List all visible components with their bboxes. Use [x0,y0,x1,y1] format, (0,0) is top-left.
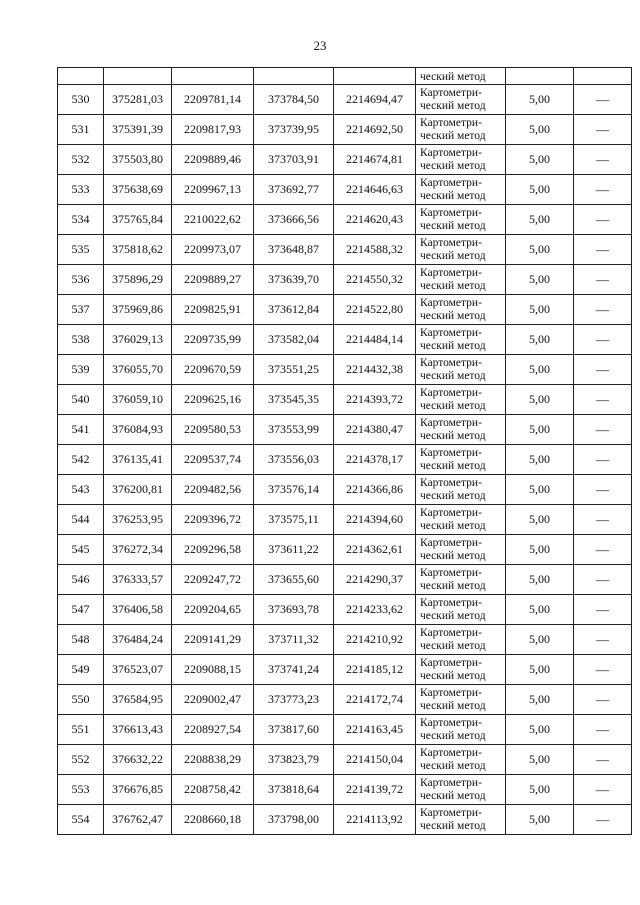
method-line-1: Картометри- [420,266,482,279]
x2-cell: 373611,22 [254,535,334,565]
table-row [58,85,632,115]
x2-cell: 373648,87 [254,235,334,265]
method-cell [416,385,506,415]
table-row [58,325,632,355]
y2-cell: 2214550,32 [334,265,416,295]
method-line-1: Картометри- [420,656,482,669]
method-line-2: ческий метод [420,189,486,202]
x1-cell: 376523,07 [104,655,172,685]
note-cell: — [574,625,632,655]
table-row [58,685,632,715]
table-row [58,775,632,805]
note-cell: — [574,445,632,475]
method-line-1: Картометри- [420,536,482,549]
x1-cell: 376762,47 [104,805,172,835]
x2-cell: 373711,32 [254,625,334,655]
method-cell [416,475,506,505]
method-line-2: ческий метод [420,759,486,772]
x2-cell: 373666,56 [254,205,334,235]
x1-cell: 376059,10 [104,385,172,415]
y1-cell: 2208838,29 [172,745,254,775]
table-row [58,745,632,775]
note-cell: — [574,85,632,115]
x1-cell: 376029,13 [104,325,172,355]
y2-cell: 2214620,43 [334,205,416,235]
x1-cell: 376253,95 [104,505,172,535]
note-cell: — [574,565,632,595]
x2-cell: 373818,64 [254,775,334,805]
method-line-2: ческий метод [420,99,486,112]
method-cell [416,175,506,205]
note-cell: — [574,655,632,685]
method-line-1: Картометри- [420,356,482,369]
method-line-1: Картометри- [420,686,482,699]
y1-cell: 2209670,59 [172,355,254,385]
y2-cell: 2214150,04 [334,745,416,775]
x1-cell: 376055,70 [104,355,172,385]
coordinates-table [57,67,632,835]
y2-cell: 2214692,50 [334,115,416,145]
y2-cell: 2214210,92 [334,625,416,655]
y2-cell: 2214362,61 [334,535,416,565]
method-line-1: Картометри- [420,326,482,339]
x1-cell: 376272,34 [104,535,172,565]
y2-cell: 2214432,38 [334,355,416,385]
point-number-cell: 543 [58,475,104,505]
x2-cell: 373739,95 [254,115,334,145]
table-continuation-row [58,68,632,85]
method-cell [416,265,506,295]
method-line-2: ческий метод [420,789,486,802]
point-number-cell: 533 [58,175,104,205]
accuracy-cell: 5,00 [506,115,574,145]
x2-cell: 373655,60 [254,565,334,595]
point-number-cell: 538 [58,325,104,355]
y2-cell: 2214163,45 [334,715,416,745]
table-row [58,385,632,415]
x1-cell: 375503,80 [104,145,172,175]
y1-cell: 2208927,54 [172,715,254,745]
y1-cell: 2209889,46 [172,145,254,175]
x2-cell: 373693,78 [254,595,334,625]
method-line-1: Картометри- [420,416,482,429]
x2-cell: 373784,50 [254,85,334,115]
y1-cell: 2208660,18 [172,805,254,835]
method-cell [416,415,506,445]
accuracy-cell: 5,00 [506,85,574,115]
method-cell [416,295,506,325]
accuracy-cell: 5,00 [506,325,574,355]
point-number-cell: 535 [58,235,104,265]
table-row [58,475,632,505]
y1-cell: 2209204,65 [172,595,254,625]
point-number-cell: 545 [58,535,104,565]
x1-cell: 376632,22 [104,745,172,775]
table-row [58,355,632,385]
x1-cell: 376484,24 [104,625,172,655]
table-row [58,115,632,145]
point-number-cell: 547 [58,595,104,625]
method-line-1: Картометри- [420,236,482,249]
x2-cell: 373817,60 [254,715,334,745]
x2-cell: 373551,25 [254,355,334,385]
y1-cell: 2209296,58 [172,535,254,565]
x1-cell: 376135,41 [104,445,172,475]
y1-cell: 2209781,14 [172,85,254,115]
x1-cell: 376084,93 [104,415,172,445]
method-line-1: Картометри- [420,296,482,309]
x1-cell: 375969,86 [104,295,172,325]
point-number-cell: 546 [58,565,104,595]
y1-cell: 2209825,91 [172,295,254,325]
accuracy-cell: 5,00 [506,775,574,805]
method-cell [416,745,506,775]
note-cell: — [574,265,632,295]
x1-cell: 375281,03 [104,85,172,115]
y1-cell: 2209625,16 [172,385,254,415]
method-line-2: ческий метод [420,819,486,832]
x1-cell: 375391,39 [104,115,172,145]
y1-cell: 2209247,72 [172,565,254,595]
accuracy-cell: 5,00 [506,805,574,835]
y2-cell: 2214366,86 [334,475,416,505]
point-number-cell: 549 [58,655,104,685]
table-row [58,715,632,745]
table-cell [574,68,632,85]
x2-cell: 373575,11 [254,505,334,535]
y2-cell: 2214674,81 [334,145,416,175]
y1-cell: 2209002,47 [172,685,254,715]
method-line-2: ческий метод [420,249,486,262]
method-cell [416,505,506,535]
x1-cell: 375638,69 [104,175,172,205]
accuracy-cell: 5,00 [506,535,574,565]
point-number-cell: 531 [58,115,104,145]
note-cell: — [574,475,632,505]
y2-cell: 2214233,62 [334,595,416,625]
method-cell [416,685,506,715]
method-line-2: ческий метод [420,639,486,652]
method-line-2: ческий метод [420,369,486,382]
accuracy-cell: 5,00 [506,385,574,415]
table-row [58,445,632,475]
point-number-cell: 548 [58,625,104,655]
point-number-cell: 552 [58,745,104,775]
accuracy-cell: 5,00 [506,655,574,685]
method-line-1: Картометри- [420,566,482,579]
table-row [58,505,632,535]
method-cell [416,85,506,115]
method-line-1: Картометри- [420,506,482,519]
x1-cell: 376613,43 [104,715,172,745]
note-cell: — [574,535,632,565]
y2-cell: 2214522,80 [334,295,416,325]
method-line-2: ческий метод [420,519,486,532]
note-cell: — [574,595,632,625]
method-line-2: ческий метод [420,309,486,322]
y2-cell: 2214185,12 [334,655,416,685]
note-cell: — [574,505,632,535]
method-line-1: Картометри- [420,176,482,189]
table-row [58,415,632,445]
note-cell: — [574,385,632,415]
method-cell [416,565,506,595]
method-cell: ческий метод [416,68,506,85]
method-line-1: Картометри- [420,206,482,219]
accuracy-cell: 5,00 [506,505,574,535]
point-number-cell: 551 [58,715,104,745]
y1-cell: 2210022,62 [172,205,254,235]
method-line-2: ческий метод [420,429,486,442]
table-cell [254,68,334,85]
method-cell [416,145,506,175]
method-line-1: Картометри- [420,446,482,459]
method-cell [416,655,506,685]
x2-cell: 373545,35 [254,385,334,415]
table-cell [334,68,416,85]
method-line-2: ческий метод [420,279,486,292]
point-number-cell: 530 [58,85,104,115]
x2-cell: 373798,00 [254,805,334,835]
y1-cell: 2209088,15 [172,655,254,685]
table-row [58,535,632,565]
note-cell: — [574,325,632,355]
table-row [58,595,632,625]
table-row [58,175,632,205]
method-line-2: ческий метод [420,219,486,232]
y2-cell: 2214588,32 [334,235,416,265]
accuracy-cell: 5,00 [506,265,574,295]
accuracy-cell: 5,00 [506,745,574,775]
table-row [58,265,632,295]
method-line-1: Картометри- [420,806,482,819]
accuracy-cell: 5,00 [506,175,574,205]
x2-cell: 373612,84 [254,295,334,325]
method-cell [416,445,506,475]
x1-cell: 375818,62 [104,235,172,265]
method-cell [416,535,506,565]
table-row [58,235,632,265]
x2-cell: 373576,14 [254,475,334,505]
note-cell: — [574,745,632,775]
method-line-2: ческий метод [420,669,486,682]
table-row [58,655,632,685]
method-line-2: ческий метод [420,729,486,742]
method-line-1: Картометри- [420,116,482,129]
method-line-1: Картометри- [420,776,482,789]
note-cell: — [574,205,632,235]
y1-cell: 2209973,07 [172,235,254,265]
y2-cell: 2214378,17 [334,445,416,475]
y1-cell: 2209967,13 [172,175,254,205]
accuracy-cell: 5,00 [506,145,574,175]
method-cell [416,235,506,265]
point-number-cell: 539 [58,355,104,385]
x2-cell: 373741,24 [254,655,334,685]
table-cell [506,68,574,85]
y2-cell: 2214646,63 [334,175,416,205]
x1-cell: 376406,58 [104,595,172,625]
x2-cell: 373773,23 [254,685,334,715]
point-number-cell: 537 [58,295,104,325]
y1-cell: 2209396,72 [172,505,254,535]
point-number-cell: 536 [58,265,104,295]
table-row [58,145,632,175]
accuracy-cell: 5,00 [506,475,574,505]
method-line-2: ческий метод [420,609,486,622]
accuracy-cell: 5,00 [506,355,574,385]
y2-cell: 2214484,14 [334,325,416,355]
method-line-2: ческий метод [420,159,486,172]
method-line-1: Картометри- [420,716,482,729]
point-number-cell: 541 [58,415,104,445]
y2-cell: 2214394,60 [334,505,416,535]
method-cell [416,805,506,835]
method-line-2: ческий метод [420,549,486,562]
note-cell: — [574,775,632,805]
y1-cell: 2209537,74 [172,445,254,475]
accuracy-cell: 5,00 [506,595,574,625]
method-line-2: ческий метод [420,339,486,352]
method-cell [416,115,506,145]
x2-cell: 373556,03 [254,445,334,475]
note-cell: — [574,355,632,385]
method-cell [416,325,506,355]
x2-cell: 373553,99 [254,415,334,445]
method-line-2: ческий метод [420,399,486,412]
y1-cell: 2209141,29 [172,625,254,655]
y2-cell: 2214172,74 [334,685,416,715]
method-line-2: ческий метод [420,459,486,472]
table-cell [58,68,104,85]
note-cell: — [574,805,632,835]
x2-cell: 373823,79 [254,745,334,775]
y1-cell: 2208758,42 [172,775,254,805]
point-number-cell: 553 [58,775,104,805]
method-line-1: Картометри- [420,626,482,639]
note-cell: — [574,115,632,145]
x2-cell: 373703,91 [254,145,334,175]
x1-cell: 376333,57 [104,565,172,595]
y2-cell: 2214380,47 [334,415,416,445]
accuracy-cell: 5,00 [506,445,574,475]
accuracy-cell: 5,00 [506,295,574,325]
y1-cell: 2209482,56 [172,475,254,505]
method-cell [416,625,506,655]
x1-cell: 376584,95 [104,685,172,715]
note-cell: — [574,145,632,175]
y2-cell: 2214290,37 [334,565,416,595]
method-cell [416,775,506,805]
method-cell [416,715,506,745]
point-number-cell: 544 [58,505,104,535]
y2-cell: 2214393,72 [334,385,416,415]
point-number-cell: 532 [58,145,104,175]
method-cell [416,355,506,385]
accuracy-cell: 5,00 [506,235,574,265]
point-number-cell: 550 [58,685,104,715]
accuracy-cell: 5,00 [506,715,574,745]
y1-cell: 2209735,99 [172,325,254,355]
accuracy-cell: 5,00 [506,205,574,235]
x2-cell: 373639,70 [254,265,334,295]
table-row [58,565,632,595]
accuracy-cell: 5,00 [506,685,574,715]
y1-cell: 2209580,53 [172,415,254,445]
point-number-cell: 542 [58,445,104,475]
table-row [58,205,632,235]
method-line-2: ческий метод [420,129,486,142]
x2-cell: 373582,04 [254,325,334,355]
table-cell [104,68,172,85]
x1-cell: 375765,84 [104,205,172,235]
point-number-cell: 534 [58,205,104,235]
note-cell: — [574,415,632,445]
accuracy-cell: 5,00 [506,415,574,445]
note-cell: — [574,715,632,745]
page-number: 23 [313,38,327,53]
method-line-1: Картометри- [420,746,482,759]
method-line-1: Картометри- [420,146,482,159]
table-row [58,295,632,325]
method-line-2: ческий метод [420,699,486,712]
x2-cell: 373692,77 [254,175,334,205]
y1-cell: 2209817,93 [172,115,254,145]
accuracy-cell: 5,00 [506,565,574,595]
table-row [58,805,632,835]
table-row [58,625,632,655]
method-line-1: Картометри- [420,86,482,99]
table-cell [172,68,254,85]
x1-cell: 376676,85 [104,775,172,805]
y2-cell: 2214694,47 [334,85,416,115]
x1-cell: 376200,81 [104,475,172,505]
method-line-1: Картометри- [420,386,482,399]
note-cell: — [574,295,632,325]
note-cell: — [574,685,632,715]
note-cell: — [574,235,632,265]
method-line-2: ческий метод [420,579,486,592]
y2-cell: 2214113,92 [334,805,416,835]
y1-cell: 2209889,27 [172,265,254,295]
note-cell: — [574,175,632,205]
method-cell [416,205,506,235]
method-line-1: Картометри- [420,476,482,489]
method-line-1: Картометри- [420,596,482,609]
method-line-2: ческий метод [420,489,486,502]
x1-cell: 375896,29 [104,265,172,295]
y2-cell: 2214139,72 [334,775,416,805]
method-cell [416,595,506,625]
point-number-cell: 540 [58,385,104,415]
accuracy-cell: 5,00 [506,625,574,655]
point-number-cell: 554 [58,805,104,835]
